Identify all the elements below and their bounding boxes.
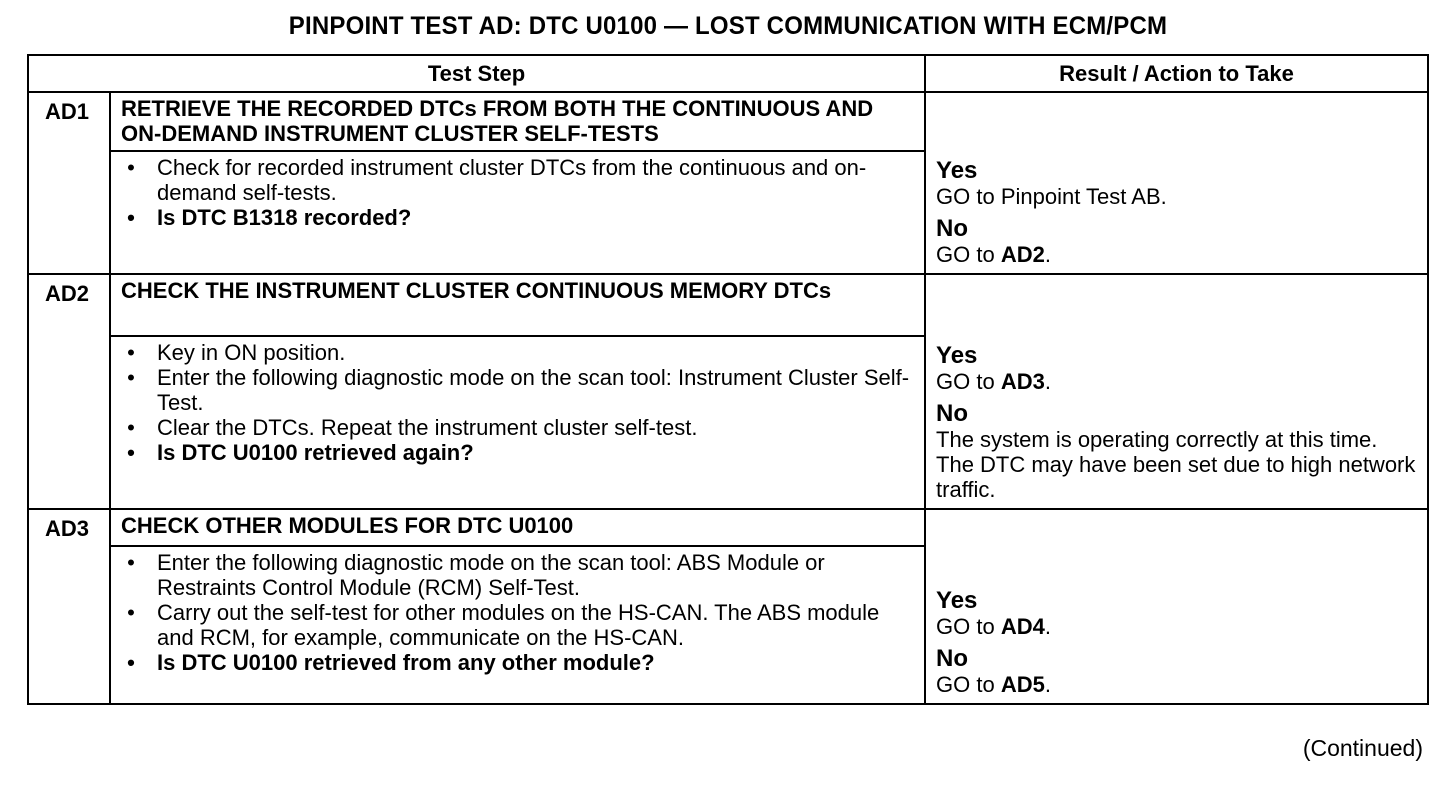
result-yes-label: Yes: [936, 587, 978, 614]
step-body: [110, 151, 925, 274]
result-no-action: The system is operating correctly at this time. The DTC may have been set due to high network traffic.: [936, 427, 1416, 502]
result-yes-target: AD4: [1000, 614, 1045, 639]
continued-note: (Continued): [1302, 735, 1423, 761]
step-result: [925, 509, 1428, 704]
step-question: • Is DTC B1318 recorded?: [127, 205, 412, 230]
result-yes-target: AD3: [1000, 369, 1045, 394]
step-result: [925, 274, 1428, 509]
step-body: [110, 336, 925, 509]
result-no-target: AD5: [1000, 672, 1045, 697]
step-title-row: [28, 92, 1428, 151]
step-id: AD3: [28, 509, 110, 704]
result-no-label: No: [936, 645, 969, 672]
step-result: [925, 92, 1428, 274]
header-test-step: Test Step: [28, 55, 925, 92]
result-no-label: No: [936, 400, 969, 427]
step-question: • Is DTC U0100 retrieved again?: [127, 440, 474, 465]
table-header-row: [28, 55, 1428, 92]
result-no-target: AD2: [1000, 242, 1045, 267]
result-yes-action: GO to AD4.: [936, 614, 1051, 639]
step-id: AD2: [28, 274, 110, 509]
result-yes-label: Yes: [936, 342, 978, 369]
page-title: PINPOINT TEST AD: DTC U0100 — LOST COMMUNICATION WITH ECM/PCM: [288, 12, 1168, 40]
step-question: • Is DTC U0100 retrieved from any other module?: [127, 650, 655, 675]
step-title: CHECK THE INSTRUMENT CLUSTER CONTINUOUS MEMORY DTCs: [110, 274, 925, 336]
step-bullet: • Key in ON position.: [127, 340, 346, 365]
step-bullet: • Clear the DTCs. Repeat the instrument cluster self-test.: [127, 415, 698, 440]
result-yes-label: Yes: [936, 157, 978, 184]
step-bullet: • Enter the following diagnostic mode on the scan tool: Instrument Cluster Self-Test.: [127, 365, 910, 415]
step-title-row: [28, 509, 1428, 546]
step-bullet: • Check for recorded instrument cluster DTCs from the continuous and on-demand self-tests.: [127, 155, 867, 205]
step-id: AD1: [28, 92, 110, 274]
step-title: RETRIEVE THE RECORDED DTCs FROM BOTH THE CONTINUOUS AND ON-DEMAND INSTRUMENT CLUSTER SELF-TESTS: [110, 92, 925, 151]
step-title-row: [28, 274, 1428, 336]
result-no-action: GO to AD2.: [936, 242, 1051, 267]
result-no-action: GO to AD5.: [936, 672, 1051, 697]
result-yes-action: GO to AD3.: [936, 369, 1051, 394]
step-bullet: • Carry out the self-test for other modules on the HS-CAN. The ABS module and RCM, for example, communicate on the HS-CAN.: [127, 600, 880, 650]
step-title: CHECK OTHER MODULES FOR DTC U0100: [110, 509, 925, 546]
result-no-label: No: [936, 215, 969, 242]
step-body: [110, 546, 925, 704]
step-bullet: • Enter the following diagnostic mode on the scan tool: ABS Module or Restraints Control Module (RCM) Self-Test.: [127, 550, 825, 600]
header-result-action: Result / Action to Take: [925, 55, 1428, 92]
result-yes-action: GO to Pinpoint Test AB.: [936, 184, 1167, 209]
pinpoint-test-table: [27, 54, 1429, 705]
